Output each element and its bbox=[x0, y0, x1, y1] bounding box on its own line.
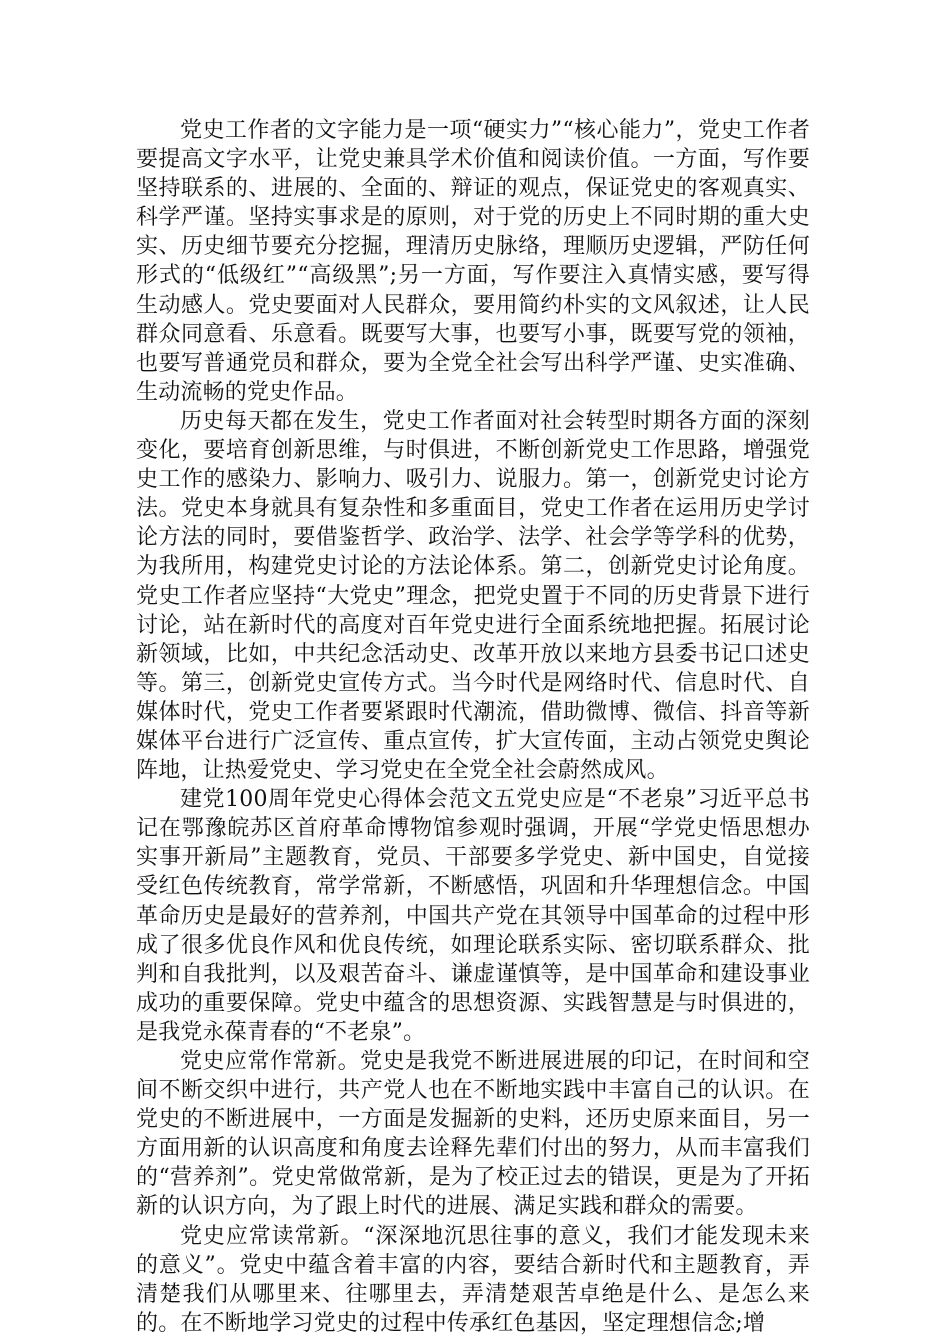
paragraph-1: 党史工作者的文字能力是一项“硬实力”“核心能力”，党史工作者要提高文字水平，让党史兼具学术价值和阅读价值。一方面，写作要坚持联系的、进展的、全面的、辩证的观点，保证党史的客观真实、科学严谨。坚持实事求是的原则，对于党的历史上不同时期的重大史实、历史细节要充分挖掘，理清历史脉络，理顺历史逻辑，严防任何形式的“低级红”“高级黑”;另一方面，写作要注入真情实感，要写得生动感人。党史要面对人民群众，要用简约朴实的文风叙述，让人民群众同意看、乐意看。既要写大事，也要写小事，既要写党的领袖，也要写普通党员和群众，要为全党全社会写出科学严谨、史实准确、生动流畅的党史作品。 bbox=[136, 118, 810, 405]
paragraph-5: 党史应常读常新。“深深地沉思往事的意义，我们才能发现未来的意义”。党史中蕴含着丰富的内容，要结合新时代和主题教育，弄清楚我们从哪里来、往哪里去，弄清楚艰苦卓绝是什么、是怎么来的。在不断地学习党史的过程中传承红色基因，坚定理想信念;增 bbox=[136, 1223, 810, 1336]
paragraph-4: 党史应常作常新。党史是我党不断进展进展的印记，在时间和空间不断交织中进行，共产党人也在不断地实践中丰富自己的认识。在党史的不断进展中，一方面是发掘新的史料，还历史原来面目，另一方面用新的认识高度和角度去诠释先辈们付出的努力，从而丰富我们的“营养剂”。党史常做常新，是为了校正过去的错误，更是为了开拓新的认识方向，为了跟上时代的进展、满足实践和群众的需要。 bbox=[136, 1049, 810, 1220]
paragraph-2: 历史每天都在发生，党史工作者面对社会转型时期各方面的深刻变化，要培育创新思维，与时俱进，不断创新党史工作思路，增强党史工作的感染力、影响力、吸引力、说服力。第一，创新党史讨论方法。党史本身就具有复杂性和多重面目，党史工作者在运用历史学讨论方法的同时，要借鉴哲学、政治学、法学、社会学等学科的优势，为我所用，构建党史讨论的方法论体系。第二，创新党史讨论角度。党史工作者应坚持“大党史”理念，把党史置于不同的历史背景下进行讨论，站在新时代的高度对百年党史进行全面系统地把握。拓展讨论新领域，比如，中共纪念活动史、改革开放以来地方县委书记口述史等。第三，创新党史宣传方式。当今时代是网络时代、信息时代、自媒体时代，党史工作者要紧跟时代潮流，借助微博、微信、抖音等新媒体平台进行广泛宣传、重点宣传，扩大宣传面，主动占领党史舆论阵地，让热爱党史、学习党史在全党全社会蔚然成风。 bbox=[136, 408, 810, 784]
paragraph-3: 建党100周年党史心得体会范文五党史应是“不老泉”习近平总书记在鄂豫皖苏区首府革命博物馆参观时强调，开展“学党史悟思想办实事开新局”主题教育，党员、干部要多学党史、新中国史，自觉接受红色传统教育，常学常新，不断感悟，巩固和升华理想信念。中国革命历史是最好的营养剂，中国共产党在其领导中国革命的过程中形成了很多优良作风和优良传统，如理论联系实际、密切联系群众、批判和自我批判，以及艰苦奋斗、谦虚谨慎等，是中国革命和建设事业成功的重要保障。党史中蕴含的思想资源、实践智慧是与时俱进的，是我党永葆青春的“不老泉”。 bbox=[136, 787, 810, 1045]
document-body bbox=[136, 116, 810, 1338]
